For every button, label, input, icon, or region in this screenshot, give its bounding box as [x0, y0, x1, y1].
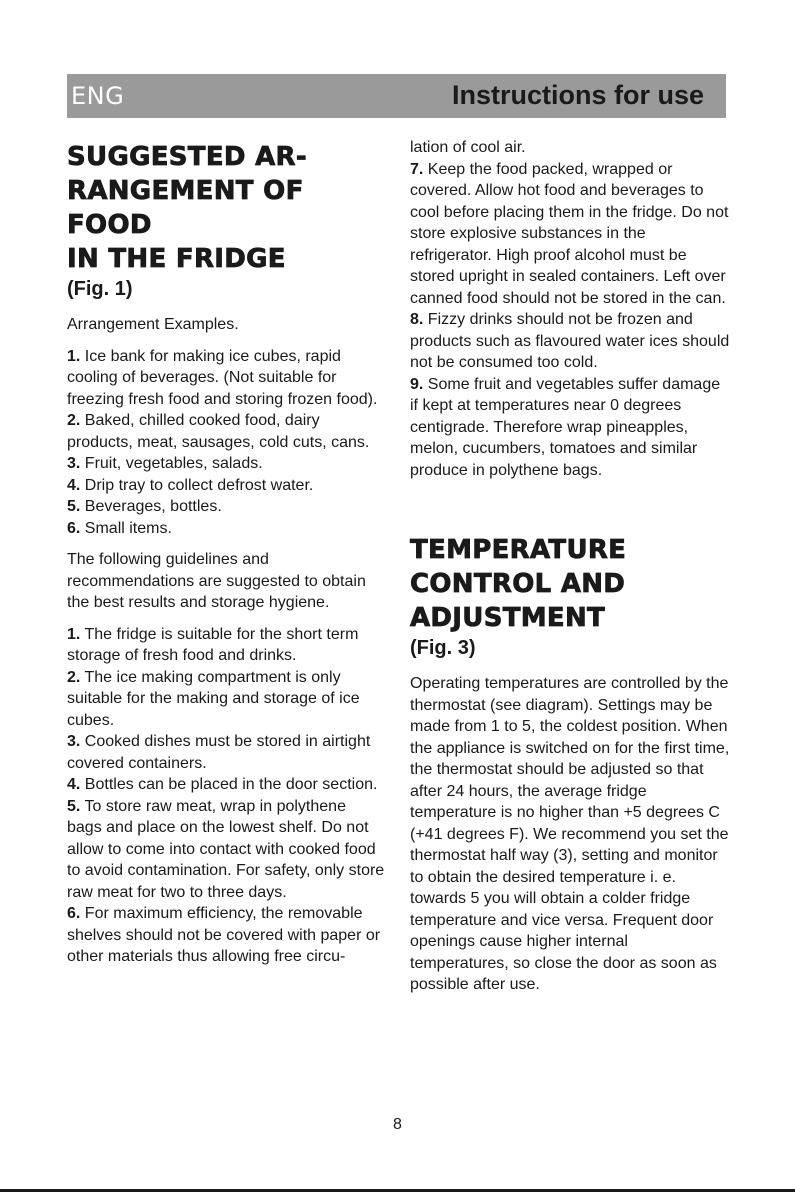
heading-line: CONTROL AND — [410, 569, 626, 599]
heading-line: ADJUSTMENT — [410, 603, 606, 633]
figure-reference: (Fig. 1) — [67, 278, 133, 300]
list-item: 6. Small items. — [67, 519, 172, 537]
intro-text: Arrangement Examples. — [67, 316, 239, 333]
section-heading-temperature — [410, 533, 730, 635]
list-item: 7. Keep the food packed, wrapped or covered. Allow hot food and beverages to cool before placing them in the fridge. Do not store explosive substances in the refrigerator. High proof alcohol must be stored upright in sealed containers. Left over canned food should not be stored in the can. — [410, 160, 729, 307]
page-header — [67, 74, 726, 118]
continuation-text: lation of cool air. — [410, 139, 526, 156]
list-item: 5. To store raw meat, wrap in polythene bags and place on the lowest shelf. Do not allow to come into contact with cooked food to avoid contamination. For safety, only store raw meat for two to three days. — [67, 797, 385, 901]
list-item: 2. The ice making compartment is only suitable for the making and storage of ice cubes. — [67, 668, 360, 729]
list-item: 3. Cooked dishes must be stored in airtight covered containers. — [67, 733, 371, 772]
heading-line: TEMPERATURE — [410, 535, 627, 565]
list-item: 5. Beverages, bottles. — [67, 498, 222, 515]
section-heading-food-arrangement — [67, 140, 385, 276]
list-item: 4. Bottles can be placed in the door section. — [67, 776, 378, 793]
header-title: Instructions for use — [451, 80, 704, 110]
list-item: 8. Fizzy drinks should not be frozen and products such as flavoured water ices should not be consumed too cold. — [410, 311, 730, 371]
list-item: 1. The fridge is suitable for the short term storage of fresh food and drinks. — [67, 625, 359, 664]
guidelines-list — [67, 624, 385, 968]
page-number: 8 — [393, 1116, 402, 1133]
figure-reference: (Fig. 3) — [410, 637, 476, 659]
list-item: 1. Ice bank for making ice cubes, rapid cooling of beverages. (Not suitable for freezing fresh food and storing frozen food). — [67, 347, 378, 408]
temperature-body: Operating temperatures are controlled by the thermostat (see diagram). Settings may be made from 1 to 5, the coldest position. When the appliance is switched on for the first time, the thermostat should be adjusted so that after 24 hours, the average fridge temperature is no higher than +5 degrees C (+41 degrees F). We recommend you set the thermostat half way (3), setting and monitor to obtain the desired temperature i. e. towards 5 you will obtain a colder fridge temperature and vice versa. Frequent door openings cause higher internal temperatures, so close the door as soon as possible after use. — [410, 675, 730, 993]
left-column — [67, 140, 385, 968]
examples-list — [67, 346, 385, 540]
list-item: 2. Baked, chilled cooked food, dairy products, meat, sausages, cold cuts, cans. — [67, 412, 370, 451]
heading-line: IN THE FRIDGE — [67, 244, 286, 274]
language-label: ENG — [71, 82, 125, 110]
right-column — [410, 137, 730, 996]
list-item: 6. For maximum efficiency, the removable shelves should not be covered with paper or other materials thus allowing free circu- — [67, 905, 381, 965]
heading-line: SUGGESTED AR- — [67, 142, 307, 172]
list-item: 3. Fruit, vegetables, salads. — [67, 455, 263, 472]
list-item: 4. Drip tray to collect defrost water. — [67, 476, 314, 494]
heading-line: RANGEMENT OF FOOD — [67, 176, 304, 240]
list-item: 9. Some fruit and vegetables suffer damage if kept at temperatures near 0 degrees centigrade. Therefore wrap pineapples, melon, cucumbers, tomatoes and similar produce in polythene bags. — [410, 375, 721, 479]
guidelines-intro: The following guidelines and recommendations are suggested to obtain the best results and storage hygiene. — [67, 551, 366, 611]
